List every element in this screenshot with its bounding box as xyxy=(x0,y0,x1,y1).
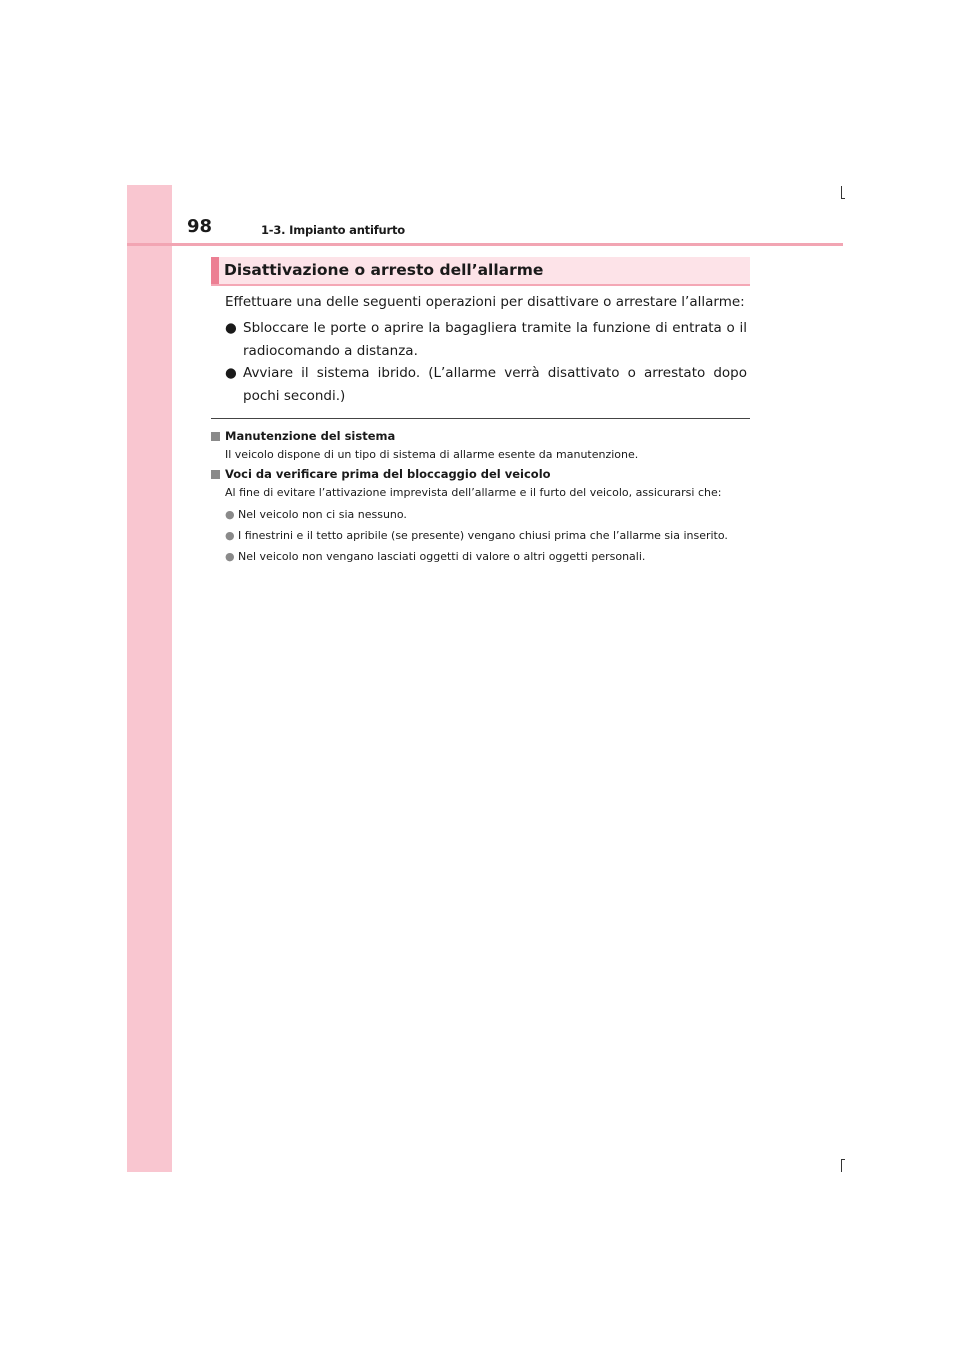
section-heading-box xyxy=(211,257,750,286)
note-title xyxy=(211,428,751,445)
heading-accent-bar xyxy=(211,257,219,284)
bullet-icon: ● xyxy=(225,365,237,381)
square-marker-icon xyxy=(211,470,220,479)
note-body: Al fine di evitare l’attivazione imprevista dell’allarme e il furto del veicolo, assicurarsi che: xyxy=(225,486,722,499)
gray-bullet-icon: ● xyxy=(225,508,235,521)
square-marker-icon xyxy=(211,432,220,441)
section-divider xyxy=(211,418,750,419)
header-rule xyxy=(127,243,843,246)
note-title-text: Voci da verificare prima del bloccaggio del veicolo xyxy=(225,467,551,481)
list-item xyxy=(225,362,747,407)
list-item xyxy=(225,317,747,362)
crop-mark-bottom-right xyxy=(841,1159,842,1172)
intro-text: Effettuare una delle seguenti operazioni per disattivare o arrestare l’allarme: xyxy=(225,294,745,310)
page-number: 98 xyxy=(187,216,213,237)
crop-mark-bottom-right-tick xyxy=(841,1159,845,1160)
checklist-item-text: I finestrini e il tetto apribile (se presente) vengano chiusi prima che l’allarme sia inserito. xyxy=(238,529,728,542)
crop-mark-top-right-tick xyxy=(841,198,845,199)
gray-bullet-icon: ● xyxy=(225,529,235,542)
operations-list xyxy=(225,317,747,407)
note-title xyxy=(211,466,751,483)
side-color-band xyxy=(127,185,172,1172)
section-heading: Disattivazione o arresto dell’allarme xyxy=(224,261,544,279)
list-item-text: Sbloccare le porte o aprire la bagagliera tramite la funzione di entrata o il radiocomando a distanza. xyxy=(243,320,747,359)
gray-bullet-icon: ● xyxy=(225,550,235,563)
checklist-item xyxy=(211,504,751,525)
list-item-text: Avviare il sistema ibrido. (L’allarme verrà disattivato o arrestato dopo pochi secondi.) xyxy=(243,365,747,404)
notes-section xyxy=(211,428,751,567)
checklist-item xyxy=(211,525,751,546)
checklist-item-text: Nel veicolo non ci sia nessuno. xyxy=(238,508,407,521)
note-body: Il veicolo dispone di un tipo di sistema di allarme esente da manutenzione. xyxy=(225,448,639,461)
checklist-item-text: Nel veicolo non vengano lasciati oggetti di valore o altri oggetti personali. xyxy=(238,550,646,563)
bullet-icon: ● xyxy=(225,320,237,336)
checklist-item xyxy=(211,546,751,567)
note-title-text: Manutenzione del sistema xyxy=(225,429,396,443)
section-label: 1-3. Impianto antifurto xyxy=(261,223,405,237)
